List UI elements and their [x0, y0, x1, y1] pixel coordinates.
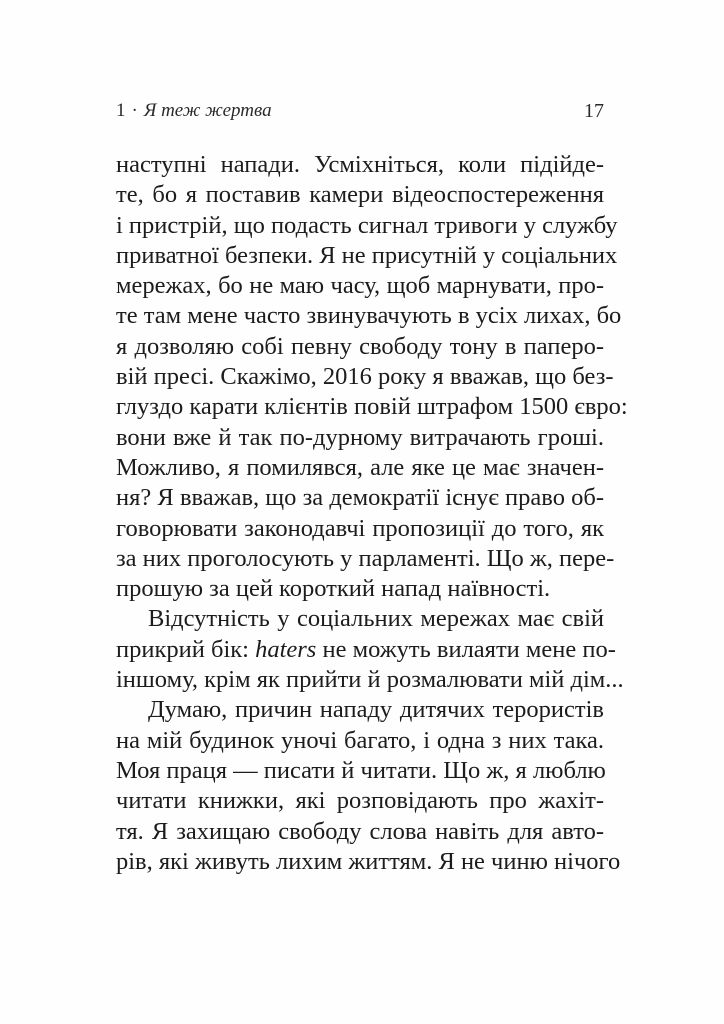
text-line: прошую за цей короткий напад наївності. — [116, 575, 551, 603]
running-head — [116, 100, 604, 126]
text-line-with-italic — [116, 635, 616, 665]
text-line: те, бо я поставив камери відеоспостереження — [116, 181, 604, 209]
text-line: те там мене часто звинувачують в усіх лихах, бо — [116, 302, 622, 330]
text-line: ня? Я вважав, що за демократії існує право об- — [116, 484, 604, 512]
text-line: наступні напади. Усміхніться, коли підійде- — [116, 151, 604, 178]
text-line: іншому, крім як прийти й розмалювати мій дім... — [116, 666, 624, 694]
text-line: рів, які живуть лихим життям. Я не чиню нічого — [116, 847, 621, 875]
text-line: Думаю, причин нападу дитячих терористів — [148, 696, 604, 724]
text-line: глуздо карати клієнтів повій штрафом 1500 євро: — [116, 393, 628, 421]
text-line: приватної безпеки. Я не присутній у соціальних — [116, 241, 618, 269]
text-line: і пристрій, що подасть сигнал тривоги у службу — [116, 211, 618, 239]
chapter-number: 1 — [116, 100, 126, 121]
separator-dot: · — [131, 100, 138, 121]
text-line: вони вже й так по-дурному витрачають гроші. — [116, 423, 604, 451]
text-line: вій пресі. Скажімо, 2016 року я вважав, що без- — [116, 363, 614, 391]
text-line: я дозволяю собі певну свободу тону в паперо- — [116, 332, 604, 360]
text-line: Відсутність у соціальних мережах має свій — [148, 605, 604, 633]
text-run: прикрий бік: — [116, 635, 256, 663]
chapter-title: Я теж жертва — [143, 100, 272, 121]
text-line: Моя праця — писати й читати. Що ж, я люблю — [116, 756, 606, 784]
page-number: 17 — [584, 100, 604, 122]
text-line: за них проголосують у парламенті. Що ж, пере- — [116, 544, 615, 572]
text-line: тя. Я захищаю свободу слова навіть для авто- — [116, 817, 604, 845]
text-run: не можуть вилаяти мене по- — [316, 635, 616, 663]
text-line: читати книжки, які розповідають про жахіт- — [116, 787, 604, 815]
text-line: мережах, бо не маю часу, щоб марнувати, про- — [116, 272, 604, 300]
text-line: на мій будинок уночі багато, і одна з них така. — [116, 726, 604, 754]
chapter-heading — [116, 100, 272, 122]
text-line: Можливо, я помилявся, але яке це має значен- — [116, 453, 604, 481]
text-line: говорювати законодавчі пропозиції до того, як — [116, 514, 604, 542]
italic-word: haters — [255, 635, 317, 663]
body-text — [116, 150, 628, 877]
